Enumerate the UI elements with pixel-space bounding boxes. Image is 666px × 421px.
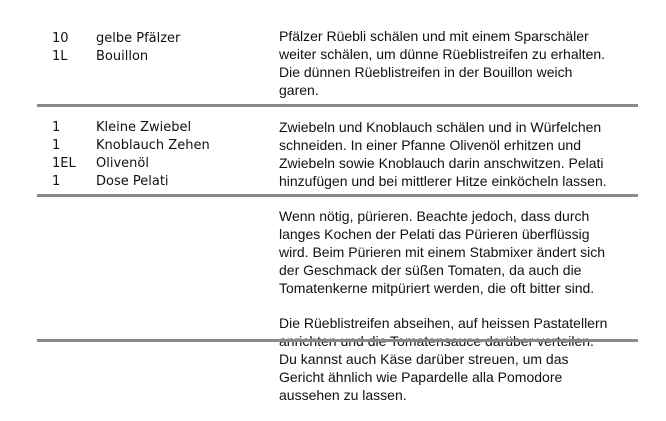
ingredient-quantity: 1 — [52, 138, 61, 153]
row-divider — [37, 194, 638, 197]
ingredient-quantity: 1 — [52, 120, 61, 135]
step-1-text — [279, 27, 649, 99]
ingredient-name: Dose Pelati — [96, 174, 169, 189]
step-line: Zwiebeln und Knoblauch schälen und in Würfelchen — [279, 119, 602, 135]
step-line: Die dünnen Rüeblistreifen in der Bouillon weich — [279, 64, 573, 80]
ingredient-name: Kleine Zwiebel — [96, 120, 192, 135]
ingredient-quantity: 1 — [52, 174, 61, 189]
step-line: hinzufügen und bei mittlerer Hitze einköcheln lassen. — [279, 173, 607, 189]
step-line: wird. Beim Pürieren mit einem Stabmixer ändert sich — [279, 244, 606, 260]
ingredient-quantity: 1EL — [52, 156, 76, 171]
step-line: Du kannst auch Käse darüber streuen, um das — [279, 351, 569, 367]
step-line: Tomatenkerne mitpüriert werden, die oft bitter sind. — [279, 280, 595, 296]
step-line: Pfälzer Rüebli schälen und mit einem Sparschäler — [279, 28, 589, 44]
step-line: langes Kochen der Pelati das Pürieren überflüssig — [279, 226, 590, 242]
ingredient-name: Bouillon — [96, 49, 149, 64]
step-line: weiter schälen, um dünne Rüeblistreifen zu erhalten. — [279, 46, 606, 62]
ingredient-name: Olivenöl — [96, 156, 149, 171]
step-line: Gericht ähnlich wie Papardelle alla Pomodore — [279, 369, 563, 385]
step-2-text — [279, 118, 649, 190]
ingredient-quantity: 10 — [52, 31, 69, 46]
step-line: garen. — [279, 82, 319, 98]
step-line: Wenn nötig, pürieren. Beachte jedoch, dass durch — [279, 208, 590, 224]
step-line: Zwiebeln sowie Knoblauch darin anschwitzen. Pelati — [279, 155, 604, 171]
step-line: aussehen zu lassen. — [279, 387, 407, 403]
ingredient-quantity: 1L — [52, 49, 68, 64]
step-line: schneiden. In einer Pfanne Olivenöl erhitzen und — [279, 137, 581, 153]
row-divider — [37, 339, 638, 342]
step-4-text — [279, 314, 649, 404]
step-line: Die Rüeblistreifen abseihen, auf heissen Pastatellern — [279, 315, 608, 331]
ingredient-name: Knoblauch Zehen — [96, 138, 210, 153]
row-divider — [37, 104, 638, 107]
ingredient-name: gelbe Pfälzer — [96, 31, 181, 46]
step-line: der Geschmack der süßen Tomaten, da auch die — [279, 262, 582, 278]
step-3-text — [279, 207, 649, 297]
